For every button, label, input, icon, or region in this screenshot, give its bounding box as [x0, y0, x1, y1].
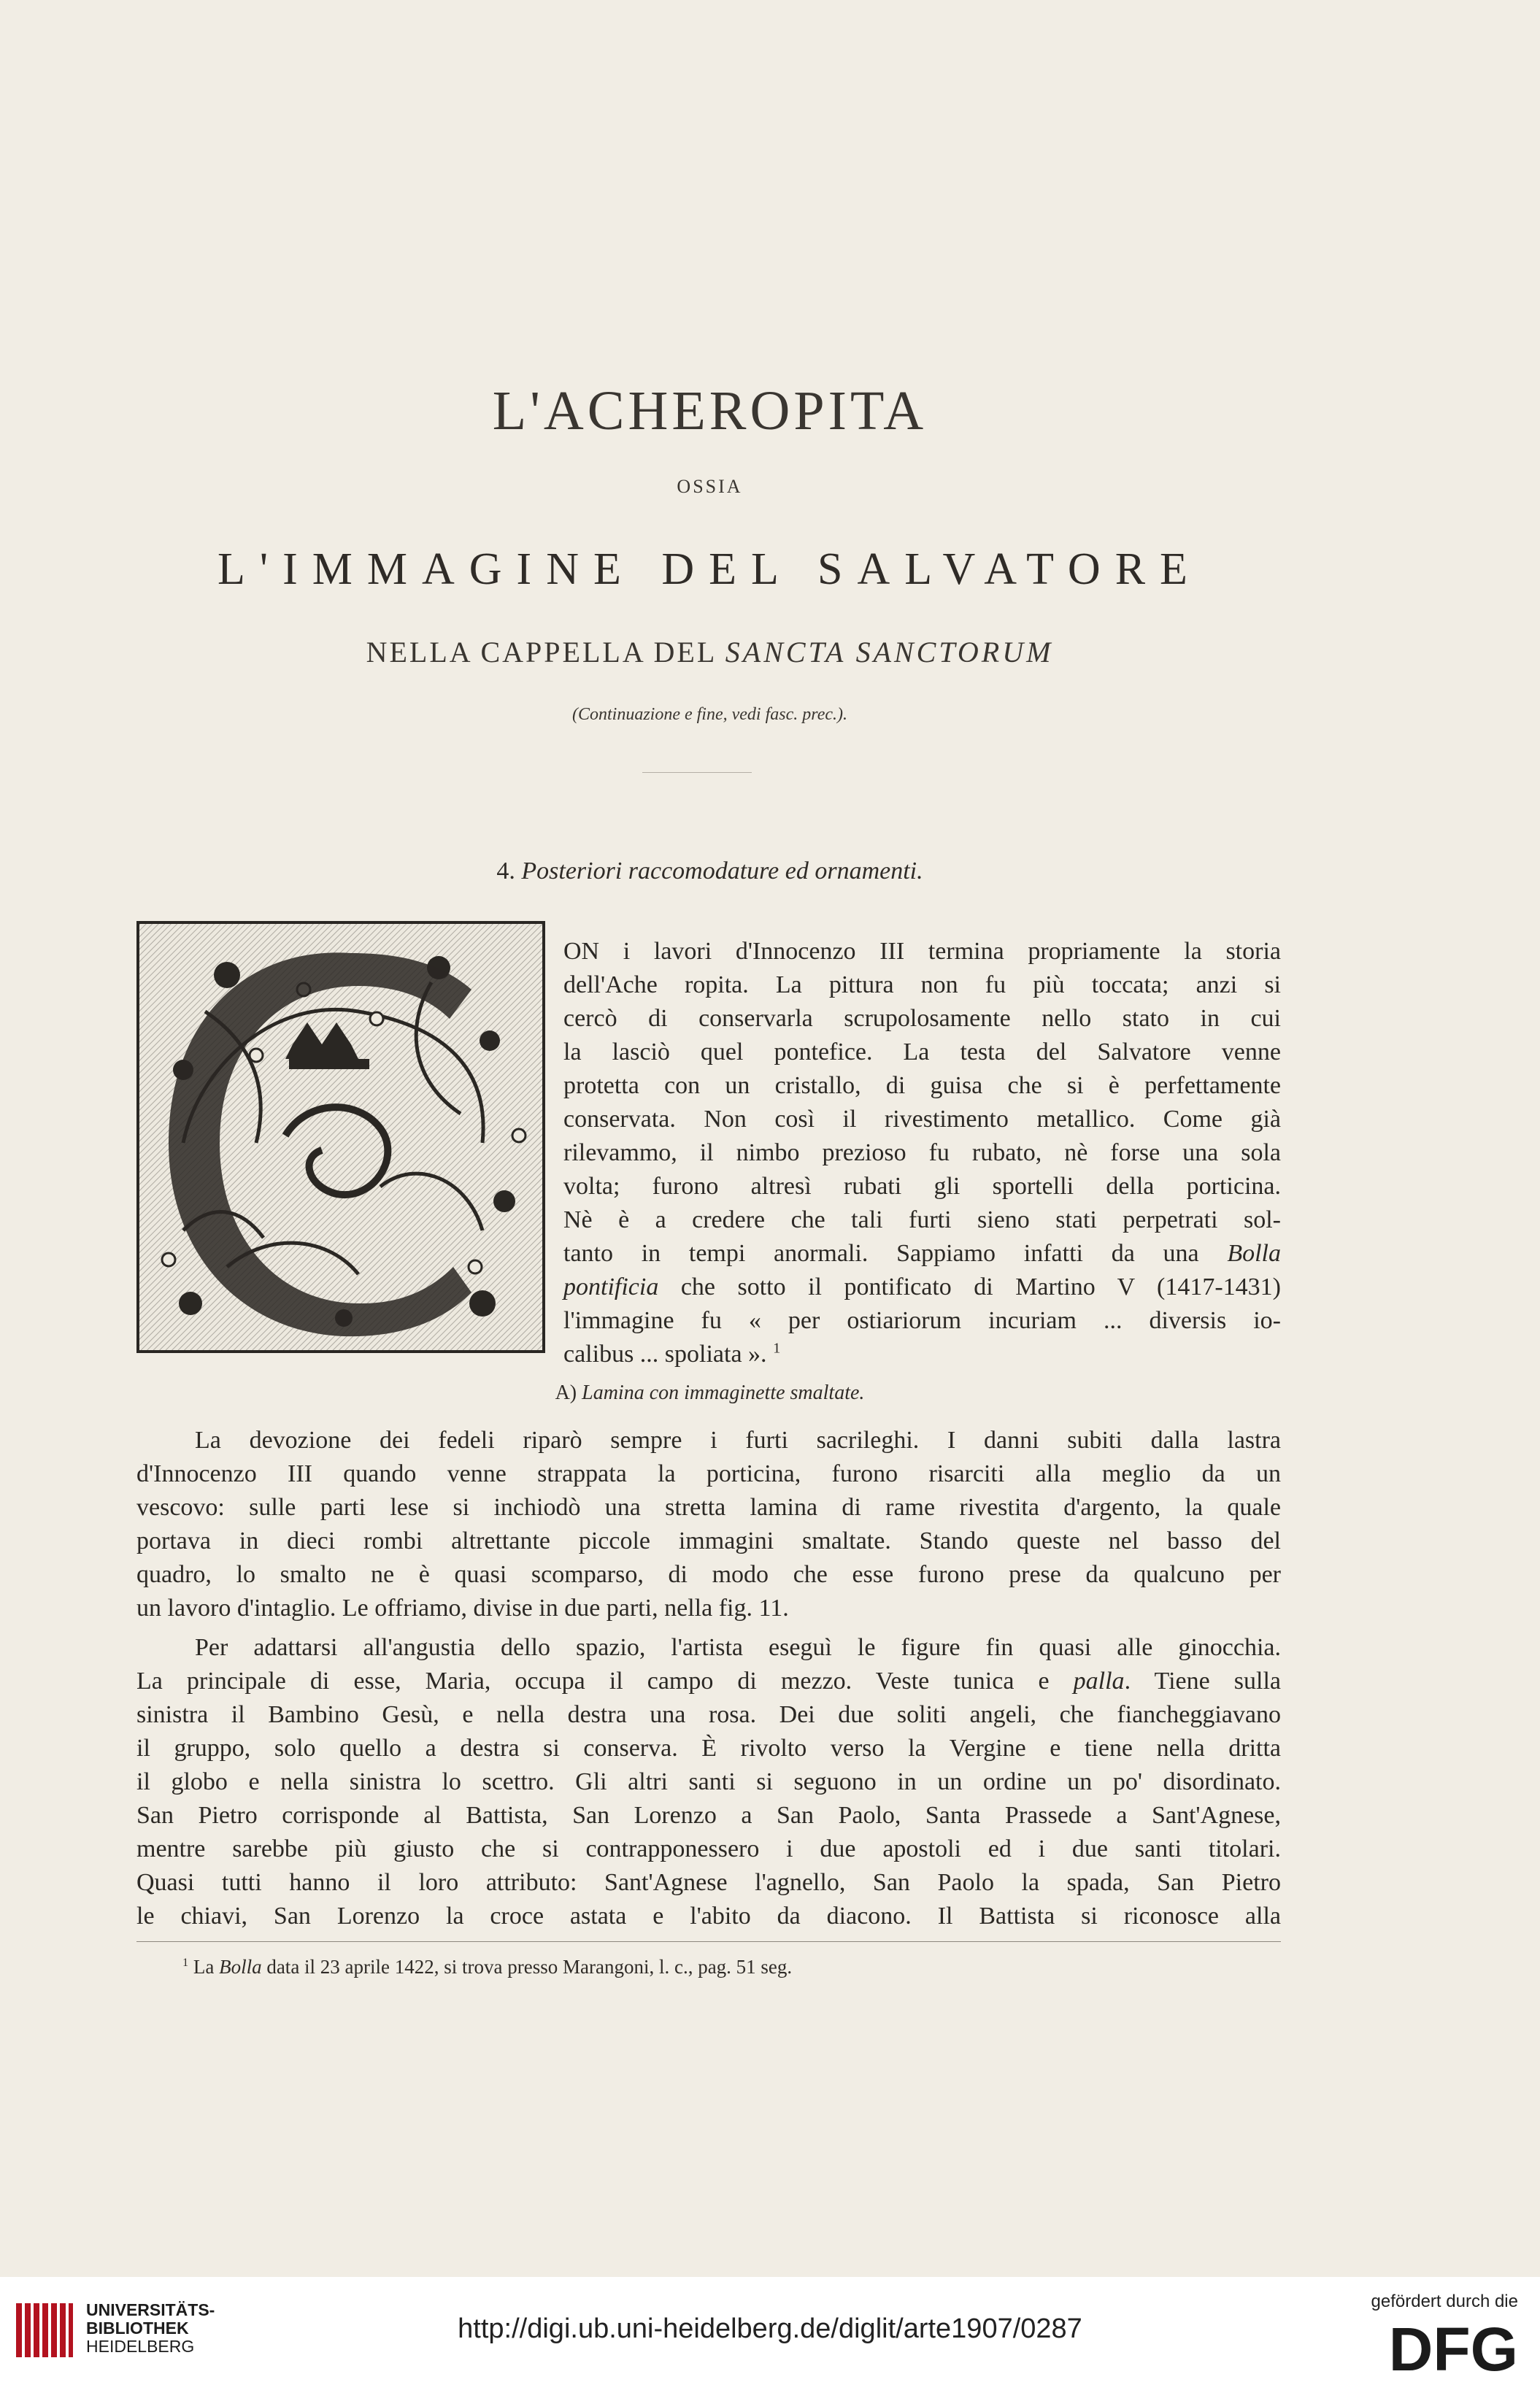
- footnote-marker: 1: [182, 1956, 189, 1969]
- lead-line-7: rilevammo, il nimbo prezioso fu rubato, nè forse una sola: [563, 1139, 1281, 1166]
- svg-text:DFG: DFG: [1388, 2318, 1518, 2376]
- title-divider: [642, 772, 752, 773]
- initial-ornament-icon: [139, 924, 542, 1350]
- ossia-label: OSSIA: [677, 476, 743, 497]
- article-subtitle-location: [0, 635, 1420, 669]
- p2-line-1: Per adattarsi all'angustia dello spazio, l'artista eseguì le figure fin quasi alle ginocchia.: [195, 1634, 1281, 1661]
- subsection-heading: [0, 1382, 1420, 1405]
- p1-line-3: vescovo: sulle parti lese si inchiodò una stretta lamina di rame rivestita d'argento, la quale: [136, 1494, 1281, 1521]
- p1-line-6: un lavoro d'intaglio. Le offriamo, divise in due parti, nella fig. 11.: [136, 1595, 789, 1622]
- subsection-title: Lamina con immaginette smaltate.: [582, 1382, 865, 1404]
- continuation-note: (Continuazione e fine, vedi fasc. prec.).: [571, 705, 847, 724]
- source-url-link[interactable]: http://digi.ub.uni-heidelberg.de/diglit/arte1907/0287: [458, 2313, 1082, 2344]
- lead-line-1: ON i lavori d'Innocenzo III termina propriamente la storia: [563, 938, 1281, 965]
- p1-line-5: quadro, lo smalto ne è quasi scomparso, di modo che esse furono prese da qualcuno per: [136, 1561, 1281, 1588]
- palla-italic: palla: [1073, 1668, 1125, 1695]
- p2-line-5: il globo e nella sinistra lo scettro. Gli altri santi si seguono in un ordine un po' disordinato.: [136, 1768, 1281, 1795]
- lead-line-3: cercò di conservarla scrupolosamente nello stato in cui: [563, 1005, 1281, 1032]
- decorated-initial-c: [136, 921, 545, 1353]
- p2-line-8: Quasi tutti hanno il loro attributo: Sant'Agnese l'agnello, San Paolo la spada, San Pietro: [136, 1869, 1281, 1896]
- section-heading: [0, 858, 1420, 885]
- p2-line-9: le chiavi, San Lorenzo la croce astata e l'abito da diacono. Il Battista si riconosce alla: [136, 1903, 1281, 1930]
- p1-line-1: La devozione dei fedeli riparò sempre i furti sacrileghi. I danni subiti dalla lastra: [195, 1427, 1281, 1454]
- subsection-letter: A): [555, 1382, 577, 1404]
- university-library-name: UNIVERSITÄTS- BIBLIOTHEK HEIDELBERG: [86, 2300, 215, 2356]
- dfg-logo-icon: [1383, 2318, 1518, 2376]
- lead-line-2: dell'Ache ropita. La pittura non fu più toccata; anzi si: [563, 971, 1281, 998]
- article-title: L'ACHEROPITA: [492, 380, 928, 442]
- p1-line-2: d'Innocenzo III quando venne strappata la porticina, furono risarciti alla meglio da un: [136, 1460, 1281, 1487]
- footnote-italic: Bolla: [219, 1956, 262, 1978]
- lead-line-13: calibus ... spoliata ». $^1$: [563, 1340, 781, 1368]
- footnote-divider: [136, 1941, 1281, 1942]
- p2-line-6: San Pietro corrisponde al Battista, San Lorenzo a San Paolo, Santa Prassede a Sant'Agnese,: [136, 1802, 1281, 1829]
- funded-by-label: gefördert durch die: [1371, 2292, 1518, 2311]
- p2-line-3: sinistra il Bambino Gesù, e nella destra una rosa. Dei due soliti angeli, che fiancheggiavano: [136, 1701, 1281, 1728]
- p2-line-7: mentre sarebbe più giusto che si contrapponessero i due apostoli ed i due santi titolari.: [136, 1835, 1281, 1862]
- p2-line-2: La principale di esse, Maria, occupa il campo di mezzo. Veste tunica e palla. Tiene sulla: [136, 1668, 1282, 1695]
- lead-line-9: Nè è a credere che tali furti sieno stati perpetrati sol-: [563, 1206, 1281, 1233]
- p1-line-4: portava in dieci rombi altrettante piccole immagini smaltate. Stando queste nel basso del: [136, 1527, 1281, 1554]
- lead-line-8: volta; furono altresì rubati gli sportelli della porticina.: [563, 1173, 1281, 1200]
- article-subtitle: L'IMMAGINE DEL SALVATORE: [217, 544, 1202, 594]
- section-title: Posteriori raccomodature ed ornamenti.: [521, 858, 923, 885]
- subtitle-location-prefix: NELLA CAPPELLA DEL: [366, 636, 716, 668]
- p2-line-4: il gruppo, solo quello a destra si conserva. È rivolto verso la Vergine e tiene nella dritta: [136, 1735, 1281, 1762]
- footnote-ref[interactable]: 1: [773, 1340, 781, 1357]
- lead-line-6: conservata. Non così il rivestimento metallico. Come già: [563, 1106, 1281, 1133]
- subtitle-location-italic: SANCTA SANCTORUM: [725, 636, 1054, 668]
- footnote: $^1$ La Bolla data il 23 aprile 1422, si trova presso Marangoni, l. c., pag. 51 seg.: [182, 1956, 793, 1978]
- lead-line-11: pontificia che sotto il pontificato di Martino V (1417-1431): [563, 1273, 1282, 1300]
- lead-line-12: l'immagine fu « per ostiariorum incuriam ... diversis io-: [563, 1307, 1281, 1334]
- section-number: 4.: [496, 858, 515, 885]
- lead-line-10: tanto in tempi anormali. Sappiamo infatti da una Bolla: [563, 1240, 1281, 1267]
- bolla-italic: Bolla: [1227, 1240, 1281, 1267]
- lead-line-5: protetta con un cristallo, di guisa che si è perfettamente: [563, 1072, 1281, 1099]
- lead-line-4: la lasciò quel pontefice. La testa del Salvatore venne: [563, 1038, 1281, 1066]
- pontificia-italic: pontificia: [563, 1273, 659, 1300]
